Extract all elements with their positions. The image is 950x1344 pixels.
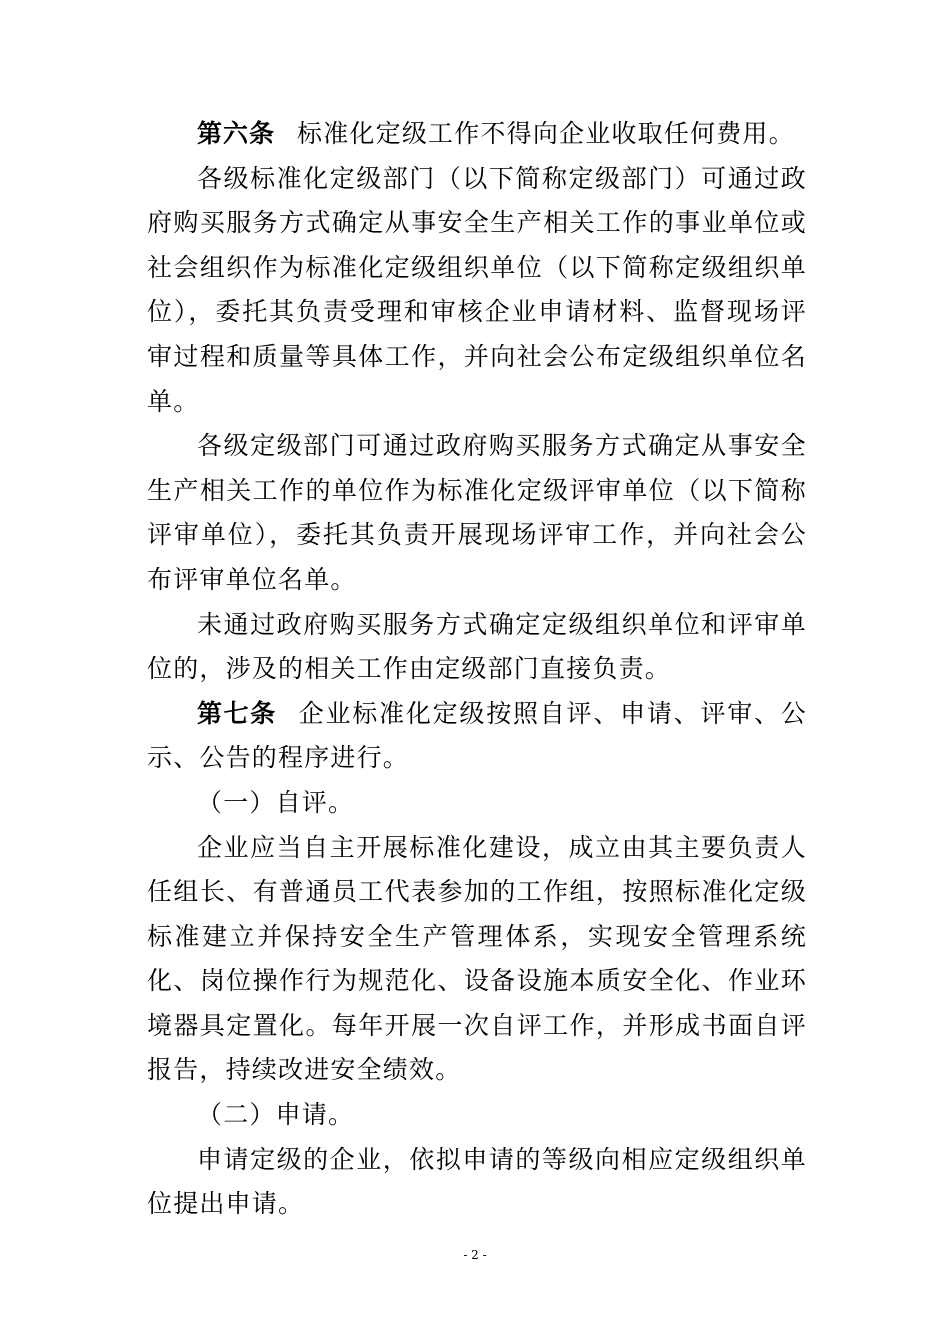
section-1-text: 企业应当自主开展标准化建设，成立由其主要负责人任组长、有普通员工代表参加的工作组，按照标准化定级标准建立并保持安全生产管理体系，实现安全管理系统化、岗位操作行为规范化、设备设施本质安全化、作业环境器具定置化。每年开展一次自评工作，并形成书面自评报告，持续改进安全绩效。 <box>147 832 807 1085</box>
article-6-text: 标准化定级工作不得向企业收取任何费用。 <box>297 119 795 148</box>
page-number: - 2 - <box>463 1248 487 1262</box>
article-7-text: 企业标准化定级按照自评、申请、评审、公示、公告的程序进行。 <box>147 698 807 773</box>
article-6-heading: 第六条 <box>197 119 276 148</box>
body-paragraph-direct-responsibility: 未通过政府购买服务方式确定定级组织单位和评审单位的，涉及的相关工作由定级部门直接负责。 <box>147 609 807 684</box>
article-6-paragraph <box>147 112 807 157</box>
section-2-text: 申请定级的企业，依拟申请的等级向相应定级组织单位提出申请。 <box>147 1144 807 1219</box>
document-page <box>147 112 807 1227</box>
body-paragraph-org-units: 各级标准化定级部门（以下简称定级部门）可通过政府购买服务方式确定从事安全生产相关工作的事业单位或社会组织作为标准化定级组织单位（以下简称定级组织单位），委托其负责受理和审核企业申请材料、监督现场评审过程和质量等具体工作，并向社会公布定级组织单位名单。 <box>147 163 807 416</box>
article-7-paragraph <box>147 692 807 781</box>
article-7-heading: 第七条 <box>197 698 277 728</box>
section-1-title: （一）自评。 <box>197 787 355 817</box>
body-paragraph-review-units: 各级定级部门可通过政府购买服务方式确定从事安全生产相关工作的单位作为标准化定级评审单位（以下简称评审单位），委托其负责开展现场评审工作，并向社会公布评审单位名单。 <box>147 431 807 594</box>
section-2-title: （二）申请。 <box>197 1100 355 1130</box>
